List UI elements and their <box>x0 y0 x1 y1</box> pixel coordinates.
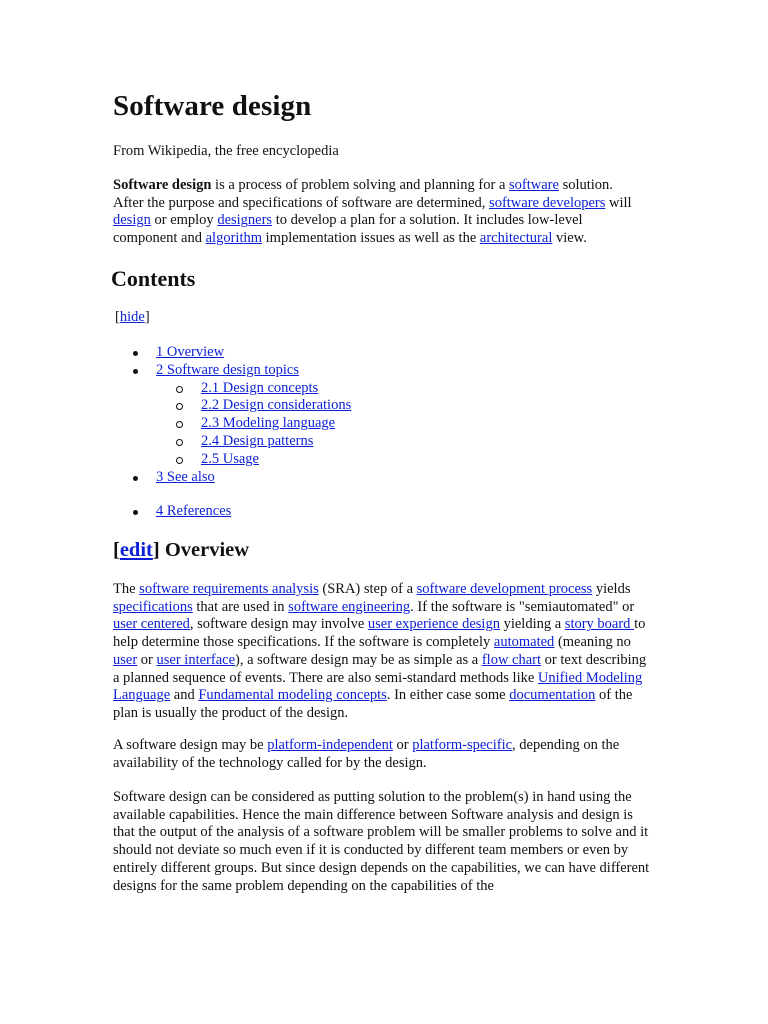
link-software-requirements-analysis[interactable]: software requirements analysis <box>139 581 319 597</box>
link-documentation[interactable]: documentation <box>509 687 596 704</box>
link-designers[interactable]: designers <box>217 212 273 229</box>
text: or <box>137 651 157 668</box>
link-story-board[interactable]: story board <box>564 616 635 633</box>
text: and <box>170 687 199 704</box>
text: A software design may be <box>113 737 268 753</box>
toc-link-modeling-language[interactable]: 2.3 Modeling language <box>201 415 336 432</box>
section-title: Overview <box>159 539 250 561</box>
bracket: [ <box>115 309 120 325</box>
text: (SRA) step of a <box>318 581 417 597</box>
toc-subitem-design-considerations <box>113 397 351 415</box>
contents-heading: Contents <box>111 266 196 291</box>
circle-bullet-icon <box>176 439 183 446</box>
toc-list-continued <box>113 503 231 521</box>
bracket: ] <box>152 539 160 561</box>
link-platform-specific[interactable]: platform-specific <box>412 737 513 753</box>
toc-subitem-modeling-language <box>113 415 351 433</box>
intro-text: solution. After the purpose and specifications of software are determined, <box>113 177 613 211</box>
toc-item-software-design-topics <box>113 362 351 380</box>
link-unified-modeling-language[interactable]: Unified Modeling Language <box>113 669 643 704</box>
section-heading-overview <box>113 539 249 562</box>
toc-subitem-design-concepts <box>113 380 351 398</box>
edit-link[interactable]: edit <box>119 539 153 561</box>
toc-hide-toggle <box>115 309 150 326</box>
text: or text describing a planned sequence of events. There are also semi-standard methods like <box>113 651 647 686</box>
toc-subitem-design-patterns <box>113 433 351 451</box>
page-title: Software design <box>113 90 312 122</box>
bullet-icon <box>133 510 138 515</box>
link-software-engineering[interactable]: software engineering <box>288 598 411 615</box>
overview-paragraph-3: Software design can be considered as putting solution to the problem(s) in hand using the available capabilities. Hence the main difference between Software analysis and design is that the output of the analysis of a software problem will be smaller problems to solve and it should not deviate so much even if it is conducted by different team members or even by entirely different groups. But since design depends on the capabilities, we can have different designs for the same problem depending on the capabilities of the <box>113 789 650 894</box>
toc-link-see-also[interactable]: 3 See also <box>156 468 215 485</box>
link-flow-chart[interactable]: flow chart <box>481 651 542 668</box>
text: ), a software design may be as simple as a <box>235 651 482 668</box>
link-software-development-process[interactable]: software development process <box>416 581 593 597</box>
intro-text: is a process of problem solving and planning for a <box>211 177 510 193</box>
toc-link-software-design-topics[interactable]: 2 Software design topics <box>156 361 299 378</box>
toc-link-design-considerations[interactable]: 2.2 Design considerations <box>201 397 352 414</box>
link-software[interactable]: software <box>509 177 559 193</box>
toc-link-design-patterns[interactable]: 2.4 Design patterns <box>201 432 314 449</box>
text: yielding a <box>499 616 565 633</box>
link-user[interactable]: user <box>113 651 138 668</box>
intro-paragraph <box>113 177 643 248</box>
link-architectural[interactable]: architectural <box>479 230 553 247</box>
text: yields <box>592 581 631 597</box>
hide-link[interactable]: hide <box>119 309 145 325</box>
bracket: [ <box>113 539 120 561</box>
link-specifications[interactable]: specifications <box>113 598 193 615</box>
text: , depending on the availability of the technology called for by the design. <box>113 737 620 771</box>
text: . In either case some <box>386 687 510 704</box>
bullet-icon <box>133 369 138 374</box>
circle-bullet-icon <box>176 457 183 464</box>
text: to help determine those specifications. If the software is completely <box>113 616 646 651</box>
text: (meaning no <box>554 634 631 651</box>
link-user-interface[interactable]: user interface <box>156 651 236 668</box>
link-platform-independent[interactable]: platform-independent <box>267 737 393 753</box>
circle-bullet-icon <box>176 403 183 410</box>
toc-item-overview <box>113 344 351 362</box>
link-user-experience-design[interactable]: user experience design <box>367 616 500 633</box>
link-design[interactable]: design <box>113 212 151 229</box>
bullet-icon <box>133 476 138 481</box>
intro-text: implementation issues as well as the <box>262 230 480 247</box>
toc-item-references <box>113 503 231 521</box>
toc-link-usage[interactable]: 2.5 Usage <box>201 450 259 467</box>
link-automated[interactable]: automated <box>493 634 555 651</box>
text: that are used in <box>192 598 289 615</box>
intro-text: will <box>605 194 632 211</box>
toc-item-see-also <box>113 469 351 487</box>
intro-bold-term: Software design <box>113 177 212 193</box>
toc-link-overview[interactable]: 1 Overview <box>156 344 225 360</box>
circle-bullet-icon <box>176 421 183 428</box>
link-fundamental-modeling-concepts[interactable]: Fundamental modeling concepts <box>198 687 387 704</box>
text: or <box>392 737 413 753</box>
intro-text: or employ <box>150 212 218 229</box>
link-user-centered[interactable]: user centered <box>113 616 190 633</box>
text: of the plan is usually the product of the design. <box>113 687 633 721</box>
bullet-icon <box>133 351 138 356</box>
bracket: ] <box>144 309 150 325</box>
intro-text: to develop a plan for a solution. It includes low-level component and <box>113 212 583 247</box>
circle-bullet-icon <box>176 386 183 393</box>
link-software-developers[interactable]: software developers <box>489 194 606 211</box>
text: . If the software is "semiautomated" or <box>410 598 635 615</box>
text: , software design may involve <box>189 616 368 633</box>
toc-list <box>113 344 351 486</box>
tagline: From Wikipedia, the free encyclopedia <box>113 143 339 159</box>
intro-text: view. <box>552 230 587 247</box>
overview-paragraph-2 <box>113 737 653 772</box>
toc-link-references[interactable]: 4 References <box>156 503 232 519</box>
overview-paragraph-1 <box>113 581 653 723</box>
toc-link-design-concepts[interactable]: 2.1 Design concepts <box>201 379 319 396</box>
link-algorithm[interactable]: algorithm <box>205 230 263 247</box>
toc-subitem-usage <box>113 451 351 469</box>
text: The <box>113 581 140 597</box>
